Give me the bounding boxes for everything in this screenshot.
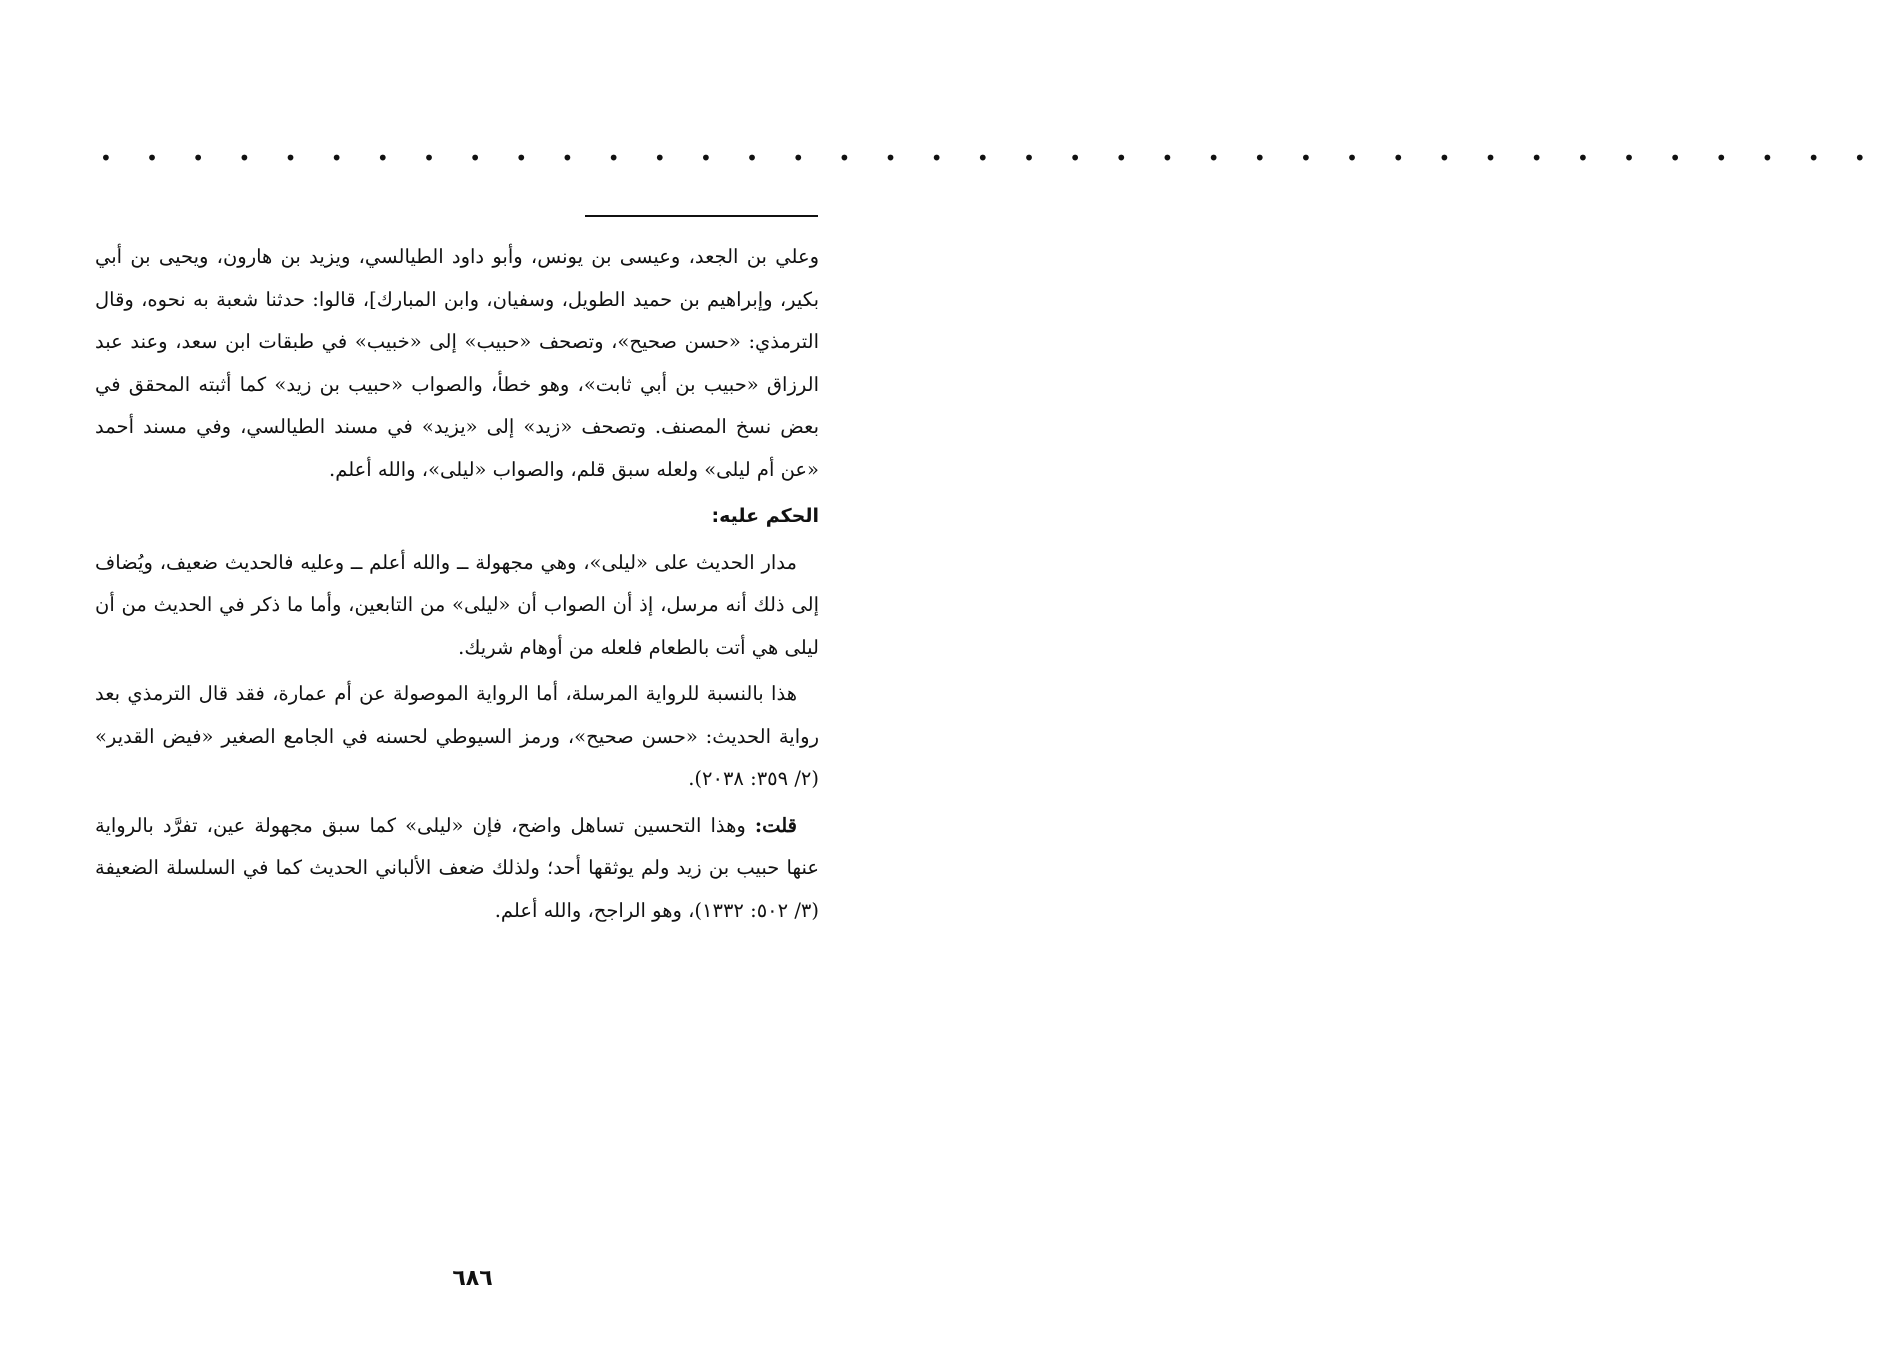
footnote-paragraph: وعلي بن الجعد، وعيسى بن يونس، وأبو داود الطيالسي، ويزيد بن هارون، ويحيى بن أبي بكير، وإبراهيم بن حميد الطويل، وسفيان، وابن المبارك]، قالوا: حدثنا شعبة به نحوه، وقال الترمذي: «حسن صحيح»، وتصحف «حبيب» إلى «خبيب» في طبقات ابن سعد، وعند عبد الرزاق «حبيب بن أبي ثابت»، وهو خطأ، والصواب «حبيب بن زيد» كما أثبته المحقق في بعض نسخ المصنف. وتصحف «زيد» إلى «يزيد» في مسند الطيالسي، وفي مسند أحمد «عن أم ليلى» ولعله سبق قلم، والصواب «ليلى»، والله أعلم. <box>95 245 819 481</box>
footnote-rule <box>585 215 818 217</box>
page-number: ٦٨٦ <box>452 1266 493 1291</box>
section-heading: الحكم عليه: <box>711 505 819 527</box>
dotted-separator: • • • • • • • • • • • • • • • • • • • • • • • • • • • • • • • • • • • • • • • <box>100 146 1880 170</box>
second-paragraph: هذا بالنسبة للرواية المرسلة، أما الرواية الموصولة عن أم عمارة، فقد قال الترمذي بعد رواية الحديث: «حسن صحيح»، ورمز السيوطي لحسنه في الجامع الصغير «فيض القدير» (٢/ ٣٥٩: ٢٠٣٨). <box>95 682 819 790</box>
page-body <box>95 236 819 932</box>
ruling-paragraph: مدار الحديث على «ليلى»، وهي مجهولة ــ والله أعلم ــ وعليه فالحديث ضعيف، ويُضاف إلى ذلك أنه مرسل، إذ أن الصواب أن «ليلى» من التابعين، وأما ما ذكر في الحديث من أن ليلى هي أتت بالطعام فلعله من أوهام شريك. <box>95 550 819 659</box>
note-paragraph <box>95 805 819 933</box>
note-label: قلت: <box>754 813 797 837</box>
note-text: وهذا التحسين تساهل واضح، فإن «ليلى» كما سبق مجهولة عين، تفرَّد بالرواية عنها حبيب بن زيد ولم يوثقها أحد؛ ولذلك ضعف الألباني الحديث كما في السلسلة الضعيفة (٣/ ٥٠٢: ١٣٣٢)، وهو الراجح، والله أعلم. <box>95 813 819 922</box>
